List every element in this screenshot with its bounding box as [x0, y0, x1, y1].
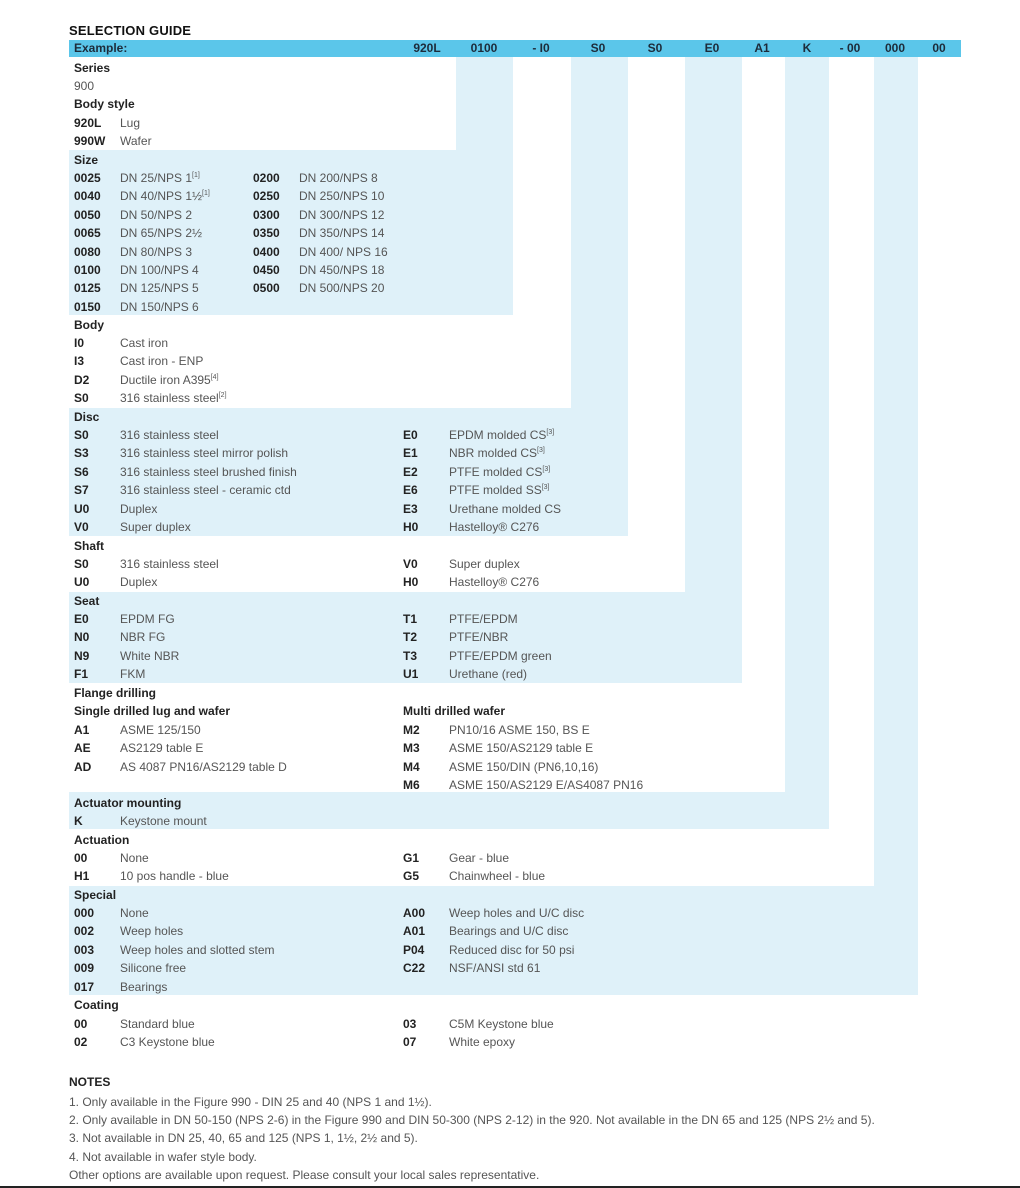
item-desc-text: DN 25/NPS 1	[120, 171, 193, 185]
item-code: 0100	[74, 263, 101, 277]
item-desc-text: ASME 125/150	[120, 723, 201, 737]
item-code: A1	[74, 723, 90, 737]
item-code: 00	[74, 851, 88, 865]
item-desc	[449, 739, 593, 757]
item-desc-text: NSF/ANSI std 61	[449, 961, 541, 976]
item-desc	[120, 904, 149, 922]
item-desc-text: DN 50/NPS 2	[120, 207, 193, 222]
item-code: G5	[403, 869, 420, 884]
item-code: S6	[74, 464, 89, 479]
item-code: M4	[403, 759, 420, 774]
item-code: H0	[403, 575, 419, 590]
item-desc-text: 316 stainless steel brushed finish	[120, 464, 297, 479]
item-code: P04	[403, 942, 425, 957]
item-desc	[449, 867, 545, 885]
item-desc	[120, 610, 175, 628]
item-desc	[299, 279, 384, 297]
item-desc-text: None	[120, 851, 149, 865]
item-code: 0400	[253, 244, 280, 259]
item-desc	[120, 518, 191, 536]
footnote-ref: [3]	[537, 447, 545, 455]
item-code: M3	[403, 741, 420, 756]
item-code: 920L	[74, 116, 102, 130]
example-code-flange: A1	[754, 41, 770, 55]
item-desc	[120, 279, 199, 297]
flange-left-heading: Single drilled lug and wafer	[74, 704, 231, 718]
item-desc	[449, 481, 550, 499]
item-code: 0150	[74, 299, 101, 314]
actuation-heading: Actuation	[74, 833, 130, 847]
item-desc	[449, 665, 527, 683]
item-desc	[120, 555, 219, 573]
example-code-seat: E0	[704, 41, 720, 55]
item-desc-text: NBR molded CS	[449, 446, 538, 461]
note-item: 2. Only available in DN 50-150 (NPS 2-6) in the Figure 990 and DIN 50-300 (NPS 2-12) in the 920. Not available in the DN 65 and 125 (NPS 2½ and 5).	[69, 1113, 875, 1127]
item-desc-text: Chainwheel - blue	[449, 869, 546, 884]
example-code-special: 000	[884, 41, 906, 55]
item-desc	[120, 573, 157, 591]
body-style-heading: Body style	[74, 97, 135, 111]
item-code: G1	[403, 851, 420, 865]
item-desc-text: ASME 150/AS2129 E/AS4087 PN16	[449, 778, 644, 793]
item-desc-text: DN 200/NPS 8	[299, 171, 378, 185]
item-desc-text: EPDM molded CS	[449, 428, 547, 442]
example-code-actuator: K	[802, 41, 812, 55]
item-desc	[120, 1015, 195, 1033]
item-desc-text: Weep holes and U/C disc	[449, 906, 585, 920]
item-code: E1	[403, 446, 418, 461]
item-code: 00	[74, 1017, 88, 1031]
item-desc-text: Bearings and U/C disc	[449, 924, 569, 939]
item-desc-text: PN10/16 ASME 150, BS E	[449, 723, 590, 737]
item-code: K	[74, 814, 83, 828]
item-desc	[449, 463, 550, 481]
item-desc-text: Ductile iron A395	[120, 372, 211, 387]
item-desc	[120, 298, 199, 316]
item-desc-text: DN 450/NPS 18	[299, 263, 385, 277]
item-desc	[120, 647, 179, 665]
item-desc-text: DN 400/ NPS 16	[299, 244, 388, 259]
item-desc	[120, 206, 192, 224]
item-code: 0450	[253, 263, 280, 277]
item-desc-text: AS2129 table E	[120, 741, 204, 756]
item-desc	[120, 812, 207, 830]
item-desc-text: DN 40/NPS 1½	[120, 189, 203, 204]
item-code: E0	[74, 612, 89, 626]
example-code-size: 0100	[470, 41, 498, 55]
item-desc	[449, 941, 574, 959]
item-desc-text: DN 300/NPS 12	[299, 207, 385, 222]
size-heading: Size	[74, 153, 99, 167]
item-code: S0	[74, 557, 89, 571]
item-desc-text: PTFE/EPDM	[449, 612, 518, 626]
item-desc-text: PTFE/NBR	[449, 630, 509, 645]
item-code: H1	[74, 869, 90, 884]
item-code: U1	[403, 667, 419, 682]
item-desc-text: None	[120, 906, 149, 920]
flange-right-heading: Multi drilled wafer	[403, 704, 506, 718]
item-code: S7	[74, 483, 89, 498]
item-desc-text: 10 pos handle - blue	[120, 869, 229, 884]
item-desc-text: DN 100/NPS 4	[120, 263, 199, 277]
item-code: 000	[74, 906, 95, 920]
page-title: SELECTION GUIDE	[69, 23, 192, 38]
item-code: S0	[74, 428, 89, 442]
item-desc	[120, 758, 287, 776]
footnote-ref: [1]	[202, 190, 210, 198]
item-desc	[120, 739, 203, 757]
item-desc-text: C3 Keystone blue	[120, 1035, 215, 1050]
item-code: 990W	[74, 134, 106, 148]
item-code: T3	[403, 648, 418, 663]
item-desc	[120, 665, 145, 683]
item-code: 0080	[74, 244, 101, 259]
item-desc-text: C5M Keystone blue	[449, 1017, 554, 1031]
item-code: E3	[403, 501, 418, 516]
item-code: 0500	[253, 281, 280, 296]
item-desc-text: 316 stainless steel	[120, 557, 219, 571]
band-shaft	[685, 57, 742, 592]
item-desc	[299, 169, 378, 187]
item-desc	[120, 922, 183, 940]
item-code: H0	[403, 520, 419, 534]
item-desc	[449, 758, 598, 776]
shaft-heading: Shaft	[74, 539, 104, 553]
item-desc-text: 316 stainless steel - ceramic ctd	[120, 483, 291, 498]
item-code: 0200	[253, 171, 280, 185]
series-heading: Series	[74, 61, 111, 75]
notes-heading: NOTES	[69, 1075, 111, 1089]
item-code: A00	[403, 906, 426, 920]
item-desc-text: ASME 150/AS2129 table E	[449, 741, 594, 756]
item-desc	[120, 721, 201, 739]
flange-heading: Flange drilling	[74, 686, 157, 700]
item-desc	[449, 721, 590, 739]
item-desc	[120, 444, 288, 462]
item-desc-text: Cast iron	[120, 336, 169, 350]
item-desc-text: Gear - blue	[449, 851, 510, 865]
item-desc-text: DN 350/NPS 14	[299, 226, 385, 241]
item-desc-text: Reduced disc for 50 psi	[449, 942, 575, 957]
item-code: 02	[74, 1035, 88, 1050]
seat-heading: Seat	[74, 594, 100, 608]
item-code: N0	[74, 630, 90, 645]
item-code: E6	[403, 483, 418, 498]
item-desc-text: DN 80/NPS 3	[120, 244, 193, 259]
footnote-ref: [3]	[541, 484, 550, 492]
item-code: I3	[74, 354, 85, 369]
item-desc	[449, 922, 568, 940]
example-code-shaft: S0	[647, 41, 663, 55]
item-code: 0125	[74, 281, 101, 296]
item-code: 0300	[253, 207, 280, 222]
item-desc	[449, 1015, 554, 1033]
item-code: S3	[74, 446, 89, 461]
item-desc	[120, 849, 149, 867]
item-desc	[120, 352, 203, 370]
item-desc	[120, 426, 219, 444]
series-value: 900	[74, 79, 95, 93]
item-desc	[120, 1033, 215, 1051]
item-desc-text: DN 125/NPS 5	[120, 281, 199, 296]
disc-heading: Disc	[74, 410, 100, 424]
example-code-actuation: - 00	[839, 41, 861, 55]
item-desc	[449, 610, 518, 628]
item-desc: Lug	[120, 116, 141, 130]
band-flange	[785, 57, 829, 792]
item-desc-text: Cast iron - ENP	[120, 354, 204, 369]
item-code: 0065	[74, 226, 101, 241]
item-code: E0	[403, 428, 418, 442]
item-desc	[120, 243, 192, 261]
coating-heading: Coating	[74, 998, 119, 1012]
item-code: 0040	[74, 189, 101, 204]
item-desc	[449, 849, 509, 867]
item-desc	[120, 187, 210, 205]
item-code: C22	[403, 961, 426, 976]
example-code-body: - I0	[532, 41, 550, 55]
footnote-ref: [2]	[218, 392, 227, 400]
item-desc-text: White NBR	[120, 648, 180, 663]
item-desc-text: DN 150/NPS 6	[120, 299, 199, 314]
footnote-ref: [3]	[542, 465, 551, 473]
item-desc-text: Duplex	[120, 501, 158, 516]
item-desc-text: Weep holes and slotted stem	[120, 942, 275, 957]
item-code: S0	[74, 391, 89, 406]
actuator-heading: Actuator mounting	[74, 796, 182, 810]
item-desc-text: EPDM FG	[120, 612, 175, 626]
item-code: M6	[403, 778, 420, 793]
item-code: AE	[74, 741, 91, 756]
item-desc	[120, 978, 167, 996]
item-desc-text: AS 4087 PN16/AS2129 table D	[120, 759, 287, 774]
item-code: A01	[403, 924, 426, 939]
item-desc-text: DN 250/NPS 10	[299, 189, 385, 204]
item-desc	[449, 959, 540, 977]
item-desc	[299, 224, 384, 242]
note-item: 4. Not available in wafer style body.	[69, 1150, 257, 1164]
note-item: 1. Only available in the Figure 990 - DIN 25 and 40 (NPS 1 and 1½).	[69, 1095, 432, 1109]
item-desc-text: Super duplex	[449, 557, 520, 571]
item-desc	[120, 371, 219, 389]
item-desc-text: DN 500/NPS 20	[299, 281, 385, 296]
item-desc	[120, 500, 157, 518]
item-desc: Wafer	[120, 134, 152, 148]
item-desc	[449, 518, 539, 536]
item-desc	[120, 867, 229, 885]
item-desc-text: FKM	[120, 667, 146, 682]
item-code: 07	[403, 1035, 417, 1050]
item-code: V0	[403, 557, 418, 571]
item-code: 017	[74, 979, 95, 994]
item-desc-text: 316 stainless steel	[120, 391, 219, 406]
item-desc-text: Keystone mount	[120, 814, 207, 828]
item-desc-text: Super duplex	[120, 520, 191, 534]
item-desc-text: Urethane (red)	[449, 667, 528, 682]
item-desc-text: Silicone free	[120, 961, 187, 976]
item-desc-text: PTFE molded SS	[449, 483, 542, 498]
item-desc-text: Duplex	[120, 575, 158, 590]
footnote-ref: [4]	[210, 373, 219, 381]
item-desc-text: Weep holes	[120, 924, 184, 939]
item-desc	[299, 261, 384, 279]
item-code: 003	[74, 942, 95, 957]
item-code: F1	[74, 667, 89, 682]
item-desc-text: 316 stainless steel	[120, 428, 219, 442]
item-desc	[449, 426, 554, 444]
item-code: 03	[403, 1017, 417, 1031]
item-desc-text: DN 65/NPS 2½	[120, 226, 203, 241]
item-code: 0350	[253, 226, 280, 241]
item-desc-text: PTFE/EPDM green	[449, 648, 552, 663]
item-desc	[120, 463, 297, 481]
item-desc	[120, 941, 275, 959]
band-actuation	[874, 57, 918, 886]
item-desc	[120, 261, 199, 279]
item-desc	[449, 444, 545, 462]
item-desc-text: PTFE molded CS	[449, 464, 543, 479]
footnote-ref: [3]	[546, 429, 555, 436]
item-desc	[449, 776, 643, 794]
item-desc-text: 316 stainless steel mirror polish	[120, 446, 289, 461]
item-desc	[449, 647, 552, 665]
item-desc	[449, 628, 508, 646]
item-desc-text: Hastelloy® C276	[449, 575, 540, 590]
item-code: 002	[74, 924, 95, 939]
item-desc-text: Standard blue	[120, 1017, 195, 1031]
band-body	[571, 57, 628, 408]
item-code: T2	[403, 630, 418, 645]
item-desc	[449, 573, 539, 591]
item-code: AD	[74, 759, 92, 774]
item-desc	[449, 500, 561, 518]
item-code: U0	[74, 501, 90, 516]
item-code: T1	[403, 612, 418, 626]
example-code-coating: 00	[932, 41, 946, 55]
example-code-disc: S0	[590, 41, 606, 55]
item-desc	[449, 1033, 515, 1051]
item-desc	[120, 334, 168, 352]
item-desc	[120, 959, 186, 977]
item-code: 0025	[74, 171, 101, 185]
item-desc	[120, 628, 165, 646]
item-desc	[299, 187, 384, 205]
item-code: E2	[403, 464, 418, 479]
item-desc	[120, 389, 227, 407]
item-desc	[449, 555, 520, 573]
item-desc	[120, 224, 202, 242]
special-heading: Special	[74, 888, 117, 902]
item-code: N9	[74, 648, 90, 663]
item-desc-text: White epoxy	[449, 1035, 516, 1050]
item-code: I0	[74, 336, 85, 350]
note-item: 3. Not available in DN 25, 40, 65 and 125 (NPS 1, 1½, 2½ and 5).	[69, 1131, 418, 1145]
item-desc-text: Bearings	[120, 979, 168, 994]
footnote-ref: [1]	[192, 172, 200, 179]
item-desc	[120, 481, 291, 499]
example-label: Example:	[74, 41, 128, 55]
item-desc	[449, 904, 584, 922]
item-desc	[299, 243, 388, 261]
item-code: 0050	[74, 207, 101, 222]
body-heading: Body	[74, 318, 104, 332]
item-code: 0250	[253, 189, 280, 204]
notes-footer: Other options are available upon request. Please consult your local sales representative.	[69, 1168, 540, 1182]
example-code-series: 920L	[413, 41, 441, 55]
item-code: U0	[74, 575, 90, 590]
item-code: V0	[74, 520, 89, 534]
item-desc-text: NBR FG	[120, 630, 166, 645]
item-desc-text: Hastelloy® C276	[449, 520, 540, 534]
item-desc-text: Urethane molded CS	[449, 501, 562, 516]
item-desc-text: ASME 150/DIN (PN6,10,16)	[449, 759, 599, 774]
item-code: 009	[74, 961, 95, 976]
item-desc	[120, 169, 200, 187]
item-code: M2	[403, 723, 420, 737]
item-code: D2	[74, 372, 90, 387]
item-desc	[299, 206, 384, 224]
